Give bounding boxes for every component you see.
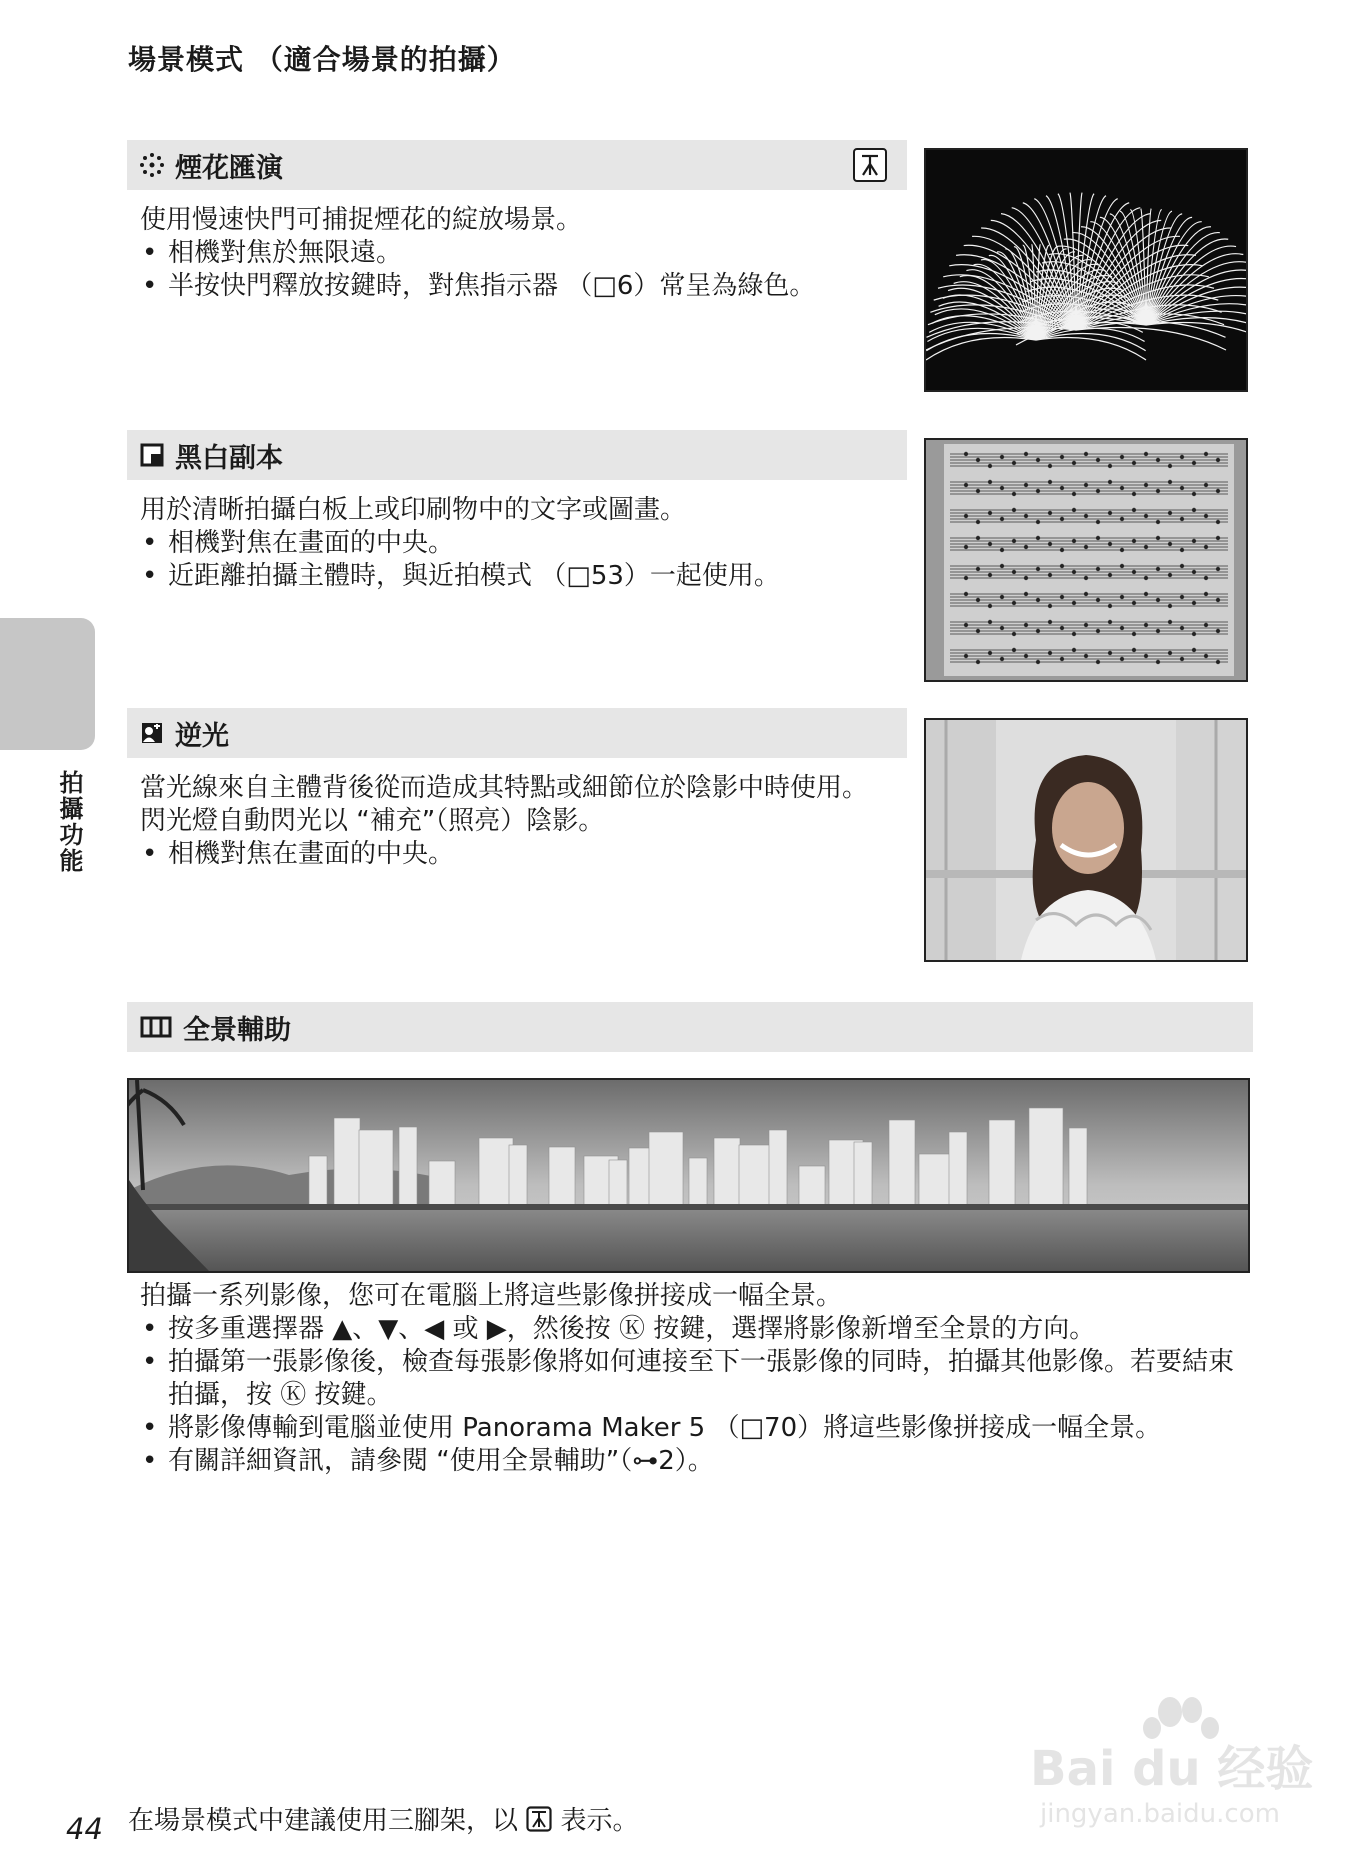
backlight-description (140, 772, 880, 871)
panorama-bullet-3: • 將影像傳輸到電腦並使用 Panorama Maker 5 （□70）將這些影像拼接成一幅全景。 (140, 1412, 1240, 1445)
backlight-icon (139, 720, 165, 746)
section-title-fireworks: 煙花匯演 (175, 152, 283, 184)
section-title-backlight: 逆光 (175, 720, 229, 752)
section-header-bw-copy (127, 430, 907, 480)
tripod-icon (853, 148, 887, 182)
footer-note-before: 在場景模式中建議使用三腳架，以 (128, 1806, 519, 1836)
fireworks-intro: 使用慢速快門可捕捉煙花的綻放場景。 (140, 205, 583, 235)
panorama-bullet-2: • 拍攝第一張影像後，檢查每張影像將如何連接至下一張影像的同時，拍攝其他影像。若要結束拍攝，按 Ⓚ 按鍵。 (140, 1346, 1240, 1412)
panorama-description (140, 1280, 1240, 1478)
watermark-brand: Bai du 经验 (1030, 1741, 1314, 1797)
tripod-icon (526, 1806, 552, 1832)
panorama-bullet-4: • 有關詳細資訊，請參閱 “使用全景輔助”（⊶2）。 (140, 1445, 1240, 1478)
fireworks-bullet-1: • 相機對焦於無限遠。 (140, 237, 880, 270)
panorama-bullet-1: • 按多重選擇器 ▲、▼、◀ 或 ▶，然後按 Ⓚ 按鍵，選擇將影像新增至全景的方向。 (140, 1313, 1240, 1346)
fireworks-photo (924, 148, 1248, 392)
section-title-panorama: 全景輔助 (183, 1014, 291, 1046)
sheet-music-photo (924, 438, 1248, 682)
panorama-photo (127, 1078, 1250, 1273)
watermark-url: jingyan.baidu.com (1040, 1799, 1280, 1829)
portrait-photo (924, 718, 1248, 962)
bw-copy-icon (139, 442, 165, 468)
footer-note (128, 1800, 639, 1837)
fireworks-description (140, 204, 880, 303)
bw-copy-bullet-1: • 相機對焦在畫面的中央。 (140, 527, 900, 560)
bw-copy-intro: 用於清晰拍攝白板上或印刷物中的文字或圖畫。 (140, 495, 687, 525)
baidu-paw-logo (1020, 1690, 1320, 1830)
panorama-intro: 拍攝一系列影像，您可在電腦上將這些影像拼接成一幅全景。 (140, 1281, 843, 1311)
backlight-bullet-1: • 相機對焦在畫面的中央。 (140, 838, 880, 871)
section-header-backlight (127, 708, 907, 758)
panorama-icon (139, 1014, 173, 1040)
page-number: 44 (66, 1812, 103, 1846)
side-tab-label: 拍攝功能 (55, 770, 83, 874)
section-header-fireworks (127, 140, 907, 190)
bw-copy-bullet-2: • 近距離拍攝主體時，與近拍模式 （□53）一起使用。 (140, 560, 900, 593)
section-title-bw-copy: 黑白副本 (175, 442, 283, 474)
footer-note-after: 表示。 (560, 1806, 639, 1836)
section-header-panorama (127, 1002, 1253, 1052)
page-title: 場景模式 （適合場景的拍攝） (128, 43, 516, 76)
bw-copy-description (140, 494, 900, 593)
fireworks-icon (139, 152, 165, 178)
baidu-watermark (1020, 1690, 1320, 1830)
backlight-intro: 當光線來自主體背後從而造成其特點或細節位於陰影中時使用。閃光燈自動閃光以 “補充”（照亮）陰影。 (140, 773, 869, 836)
fireworks-bullet-2: • 半按快門釋放按鍵時，對焦指示器 （□6）常呈為綠色。 (140, 270, 880, 303)
side-tab (0, 618, 95, 750)
